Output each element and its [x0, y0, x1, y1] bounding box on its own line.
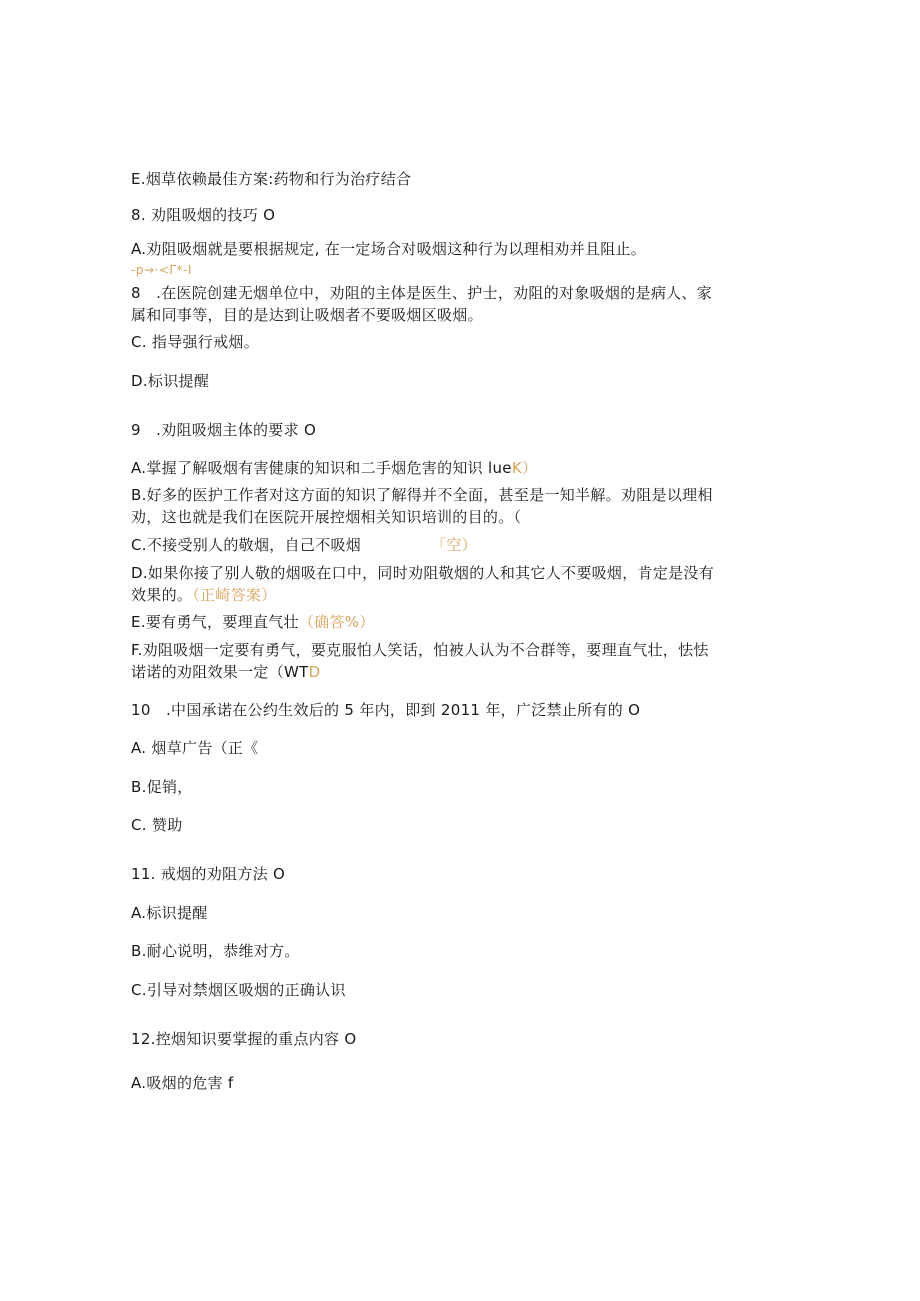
answer-mark: K） — [511, 459, 538, 477]
question-9-option-e — [131, 611, 781, 633]
question-9-option-f-line-1: F.劝阻吸烟一定要有勇气，要克服怕人笑话，怕被人认为不合群等，要理直气壮，怯怯 — [131, 641, 709, 659]
question-10: 10 .中国承诺在公约生效后的 5 年内，即到 2011 年，广泛禁止所有的 O — [131, 701, 641, 719]
question-9-option-c — [131, 534, 781, 556]
question-9-option-b-line-2: 劝，这也就是我们在医院开展控烟相关知识培训的目的。（ — [131, 508, 522, 526]
question-9-option-a — [131, 457, 781, 479]
question-8-option-b-line-2: 属和同事等，目的是达到让吸烟者不要吸烟区吸烟。 — [131, 306, 483, 324]
question-10-option-c: C. 赞助 — [131, 816, 183, 834]
question-9: 9 .劝阻吸烟主体的要求 O — [131, 421, 317, 439]
question-8-option-a: A.劝阻吸烟就是要根据规定, 在一定场合对吸烟这种行为以理相劝并且阻止。 — [131, 240, 647, 258]
option-e-tobacco: E.烟草依赖最佳方案:药物和行为治疗结合 — [131, 170, 412, 188]
answer-mark: （确答%） — [298, 613, 375, 631]
question-8-option-b-line-1: 8 .在医院创建无烟单位中，劝阻的主体是医生、护士，劝阻的对象吸烟的是病人、家 — [131, 284, 713, 302]
question-9-option-c-text: C.不接受别人的敬烟，自己不吸烟 — [131, 536, 362, 554]
annotation-noise: -p→·<Γ*-I — [131, 263, 192, 277]
question-11-option-b: B.耐心说明，恭维对方。 — [131, 942, 300, 960]
question-8-option-c: C. 指导强行戒烟。 — [131, 333, 260, 351]
question-8: 8. 劝阻吸烟的技巧 O — [131, 206, 276, 224]
question-9-option-e-text: E.要有勇气，要理直气壮 — [131, 613, 299, 631]
question-10-option-b: B.促销， — [131, 778, 193, 796]
question-9-option-f-line-2 — [131, 661, 781, 683]
question-12: 12.控烟知识要掌握的重点内容 O — [131, 1030, 357, 1048]
question-12-option-a: A.吸烟的危害 f — [131, 1074, 234, 1092]
answer-mark: D — [308, 663, 321, 681]
answer-mark: 「空） — [431, 536, 477, 554]
question-8-option-d: D.标识提醒 — [131, 372, 210, 390]
question-11-option-a: A.标识提醒 — [131, 904, 208, 922]
answer-mark: （正崎答案） — [192, 586, 277, 604]
question-9-option-f-line-2-text: 诺诺的劝阻效果一定（WT — [131, 663, 309, 681]
question-9-option-a-text: A.掌握了解吸烟有害健康的知识和二手烟危害的知识 lue — [131, 459, 512, 477]
question-9-option-b-line-1: B.好多的医护工作者对这方面的知识了解得并不全面，甚至是一知半解。劝阻是以理相 — [131, 486, 713, 504]
question-11: 11. 戒烟的劝阻方法 O — [131, 865, 286, 883]
question-9-option-d-line-2 — [131, 584, 781, 606]
question-9-option-d-line-1: D.如果你接了别人敬的烟吸在口中，同时劝阻敬烟的人和其它人不要吸烟，肯定是没有 — [131, 564, 715, 582]
question-10-option-a: A. 烟草广告（正《 — [131, 739, 259, 757]
question-9-option-d-line-2-text: 效果的。 — [131, 586, 193, 604]
question-11-option-c: C.引导对禁烟区吸烟的正确认识 — [131, 981, 346, 999]
